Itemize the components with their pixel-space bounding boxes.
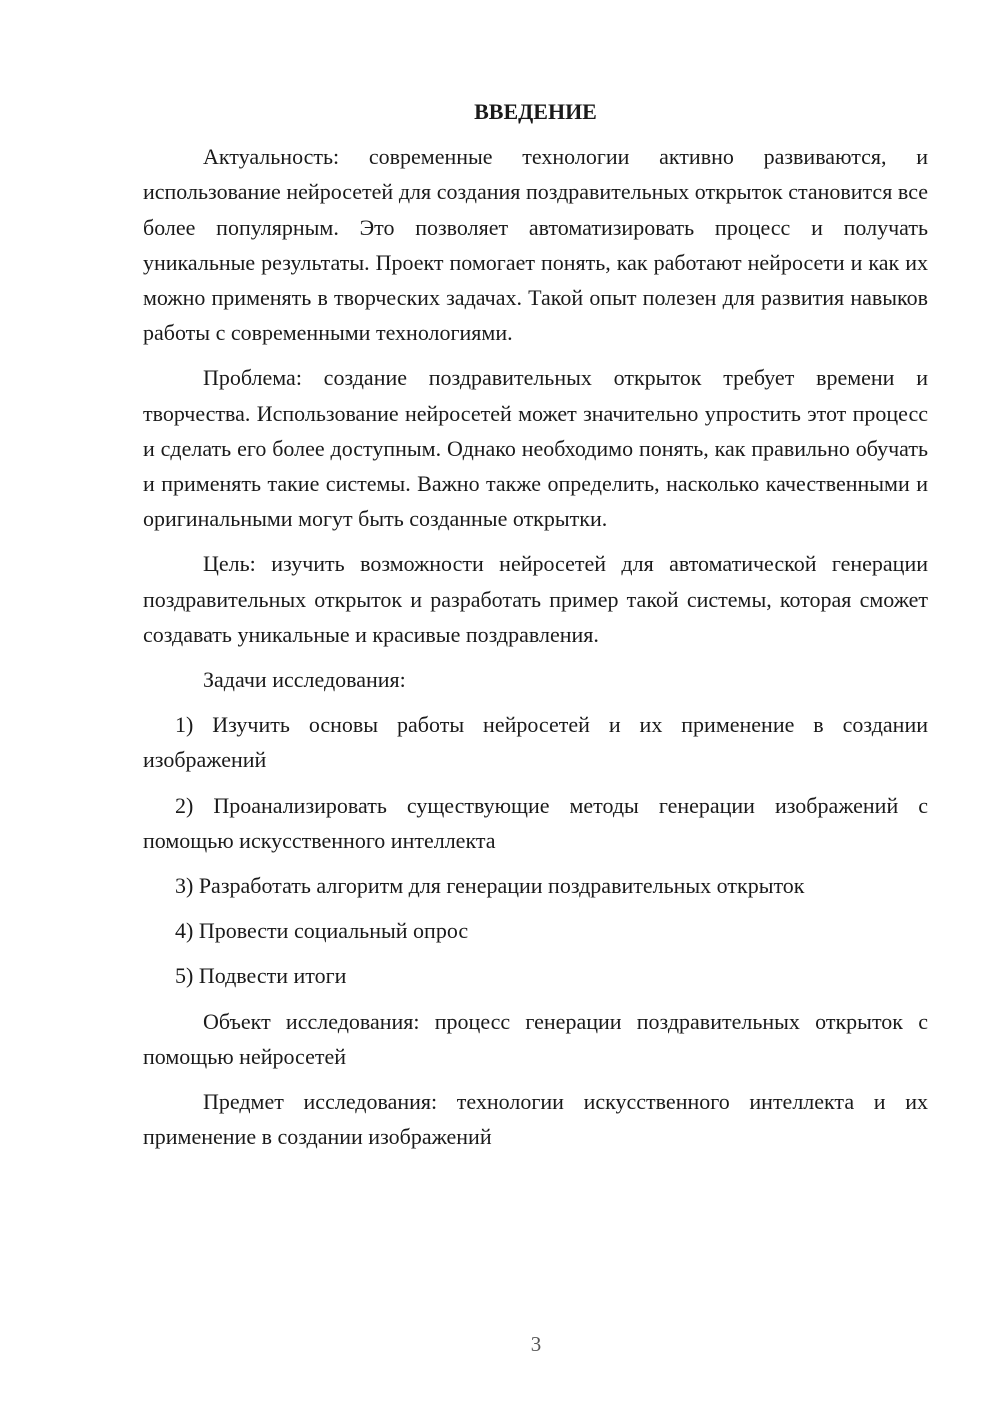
tasks-title: Задачи исследования: — [203, 667, 406, 693]
page-content — [143, 94, 928, 1164]
task-item: 2) Проанализировать существующие методы генерации изображений с помощью искусственного интеллекта — [143, 792, 928, 853]
goal-paragraph: Цель: изучить возможности нейросетей для автоматической генерации поздравительных открыток и разработать пример такой системы, которая сможет создавать уникальные и красивые поздравления. — [143, 551, 928, 647]
subject-paragraph: Предмет исследования: технологии искусственного интеллекта и их применение в создании изображений — [143, 1089, 928, 1150]
problem-paragraph: Проблема: создание поздравительных открыток требует времени и творчества. Использование нейросетей может значительно упростить этот процесс и сделать его более доступным. Однако необходимо понять, как правильно обучать и применять такие системы. Важно также определить, насколько качественными и оригинальными могут быть созданные открытки. — [143, 365, 928, 532]
section-heading: ВВЕДЕНИЕ — [474, 99, 597, 124]
task-item: 3) Разработать алгоритм для генерации поздравительных открыток — [175, 873, 805, 899]
task-item: 5) Подвести итоги — [175, 963, 347, 989]
page-number: 3 — [530, 1332, 542, 1356]
task-item: 4) Провести социальный опрос — [175, 918, 469, 944]
task-item: 1) Изучить основы работы нейросетей и их применение в создании изображений — [143, 712, 928, 773]
relevance-paragraph: Актуальность: современные технологии активно развиваются, и использование нейросетей для создания поздравительных открыток становится все более популярным. Это позволяет автоматизировать процесс и получать уникальные результаты. Проект помогает понять, как работают нейросети и как их можно применять в творческих задачах. Такой опыт полезен для развития навыков работы с современными технологиями. — [143, 144, 928, 346]
object-paragraph: Объект исследования: процесс генерации поздравительных открыток с помощью нейросетей — [143, 1008, 928, 1069]
